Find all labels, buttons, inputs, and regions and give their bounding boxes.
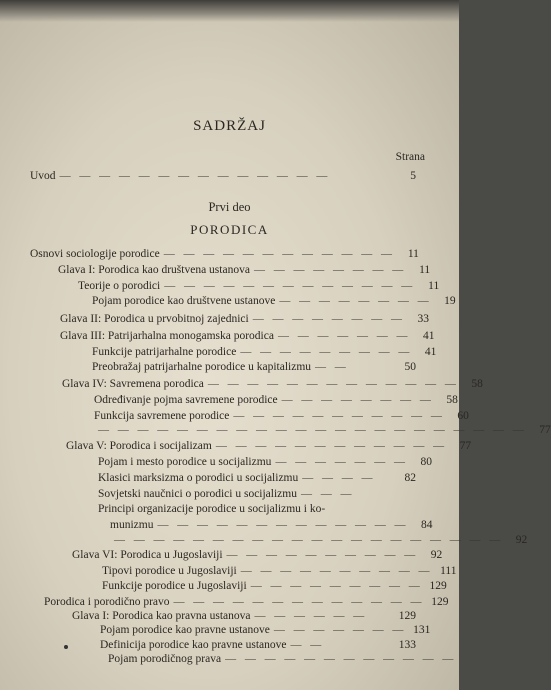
toc-entry: Preobražaj patrijarhalne porodice u kapitalizmu — — 50 [92,361,416,373]
toc-entry: Pojam porodice kao pravne ustanove — — — — — — — 131 [100,624,431,636]
toc-entry: Pojam porodičnog prava — — — — — — — — — — — — [108,653,457,665]
toc-entry: Klasici marksizma o porodici u socijalizmu — — — — 82 [98,472,416,484]
part-label: Prvi deo [208,200,251,214]
toc-entry: Sovjetski naučnici o porodici u socijalizmu — — — [98,488,355,500]
toc-entry: Glava V: Porodica i socijalizam — — — — — — — — — — — — 77 [66,440,472,452]
toc-entry: Glava VI: Porodica u Jugoslaviji — — — — — — — — — — 92 [72,549,443,561]
toc-entry: Pojam porodice kao društvene ustanove — — — — — — — — 19 [92,295,456,307]
toc-entry: Glava II: Porodica u prvobitnoj zajednici — — — — — — — — 33 [60,313,429,325]
part-title: PORODICA [190,222,269,237]
toc-entry: munizmu — — — — — — — — — — — — — 84 [110,519,433,531]
toc-entry: Funkcija savremene porodice — — — — — — — — — — — 60 [94,410,469,422]
toc-entry: — — — — — — — — — — — — — — — — — — — — 92 [114,534,528,546]
toc-entry: Funkcije porodice u Jugoslaviji — — — — — — — — — 129 [102,580,447,592]
toc-title: SADRŽAJ [193,118,266,134]
toc-entry: Porodica i porodično pravo — — — — — — — — — — — — — 129 [44,596,449,608]
ink-speck [64,645,68,649]
toc-entry: Pojam i mesto porodice u socijalizmu — — — — — — — 80 [98,456,432,468]
toc-entry: Glava I: Porodica kao društvena ustanova — — — — — — — — 11 [58,264,431,276]
page-column-label: Strana [395,151,425,163]
toc-entry: Teorije o porodici — — — — — — — — — — — — — 11 [78,280,440,292]
toc-entry: Glava I: Porodica kao pravna ustanova — — — — — — 129 [72,610,416,622]
toc-entry: Glava IV: Savremena porodica — — — — — — — — — — — — — 58 [62,378,483,390]
toc-entry: Osnovi sociologije porodice — — — — — — — — — — — — 11 [30,248,419,260]
toc-entry: Tipovi porodice u Jugoslaviji — — — — — — — — — — 111 [102,565,457,577]
toc-entry-wrapped: Principi organizacije porodice u socijalizmu i ko- [98,503,326,515]
toc-entry: Uvod — — — — — — — — — — — — — — 5 [30,170,416,182]
toc-entry: Definicija porodice kao pravne ustanove — — 133 [100,639,416,651]
toc-entry: Određivanje pojma savremene porodice — — — — — — — — 58 [94,394,458,406]
toc-entry: — — — — — — — — — — — — — — — — — — — — — — 77 [98,424,551,436]
toc-entry: Glava III: Patrijarhalna monogamska porodica — — — — — — — 41 [60,330,435,342]
toc-entry: Funkcije patrijarhalne porodice — — — — — — — — — 41 [92,346,437,358]
